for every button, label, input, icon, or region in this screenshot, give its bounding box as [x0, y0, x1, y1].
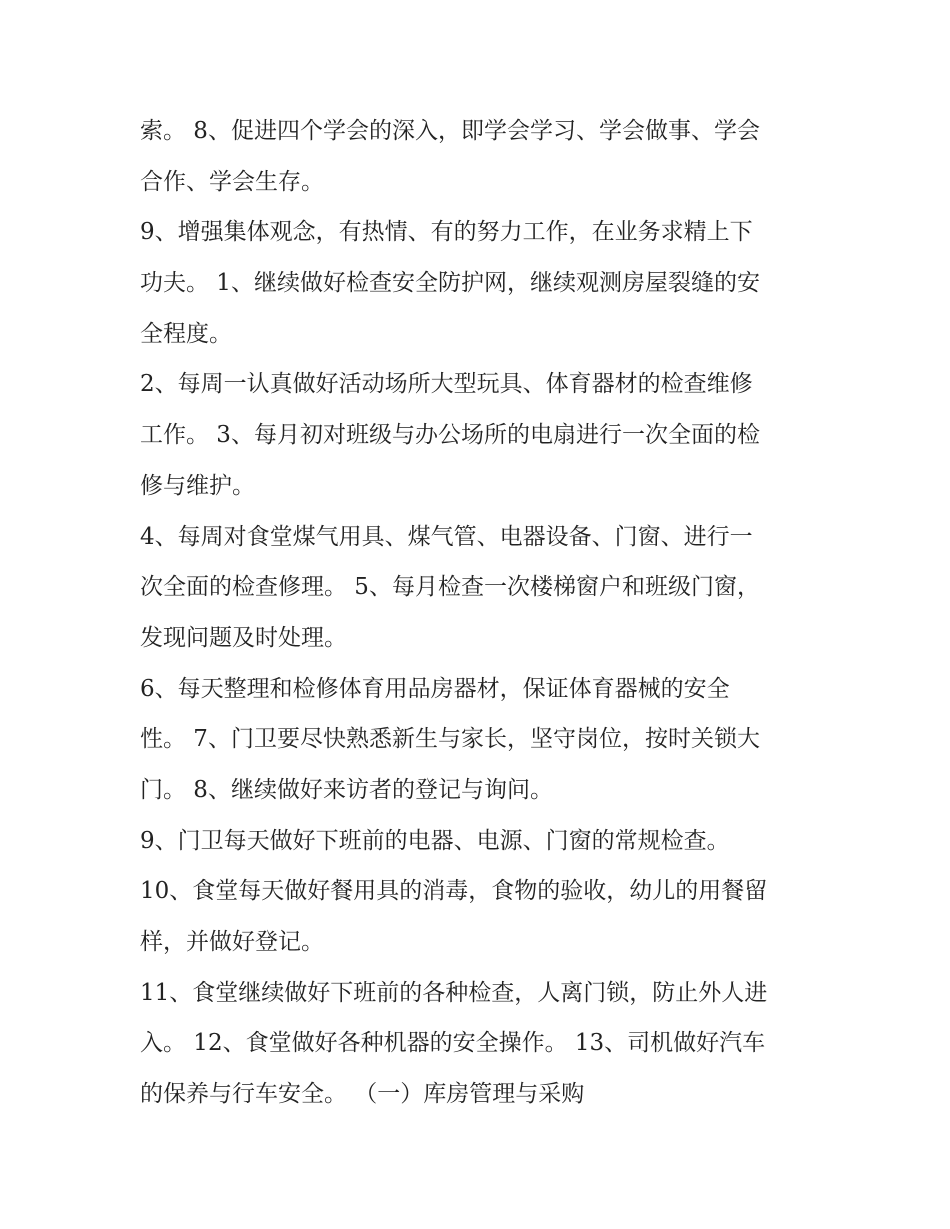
- text-line: 11、食堂继续做好下班前的各种检查，人离门锁，防止外人进: [140, 979, 768, 1006]
- text-line: 性。 7、门卫要尽快熟悉新生与家长，坚守岗位，按时关锁大: [140, 726, 760, 753]
- text-line: 2、每周一认真做好活动场所大型玩具、体育器材的检查维修: [140, 371, 753, 398]
- paragraph: [140, 866, 815, 967]
- text-line: 功夫。 1、继续做好检查安全防护网，继续观测房屋裂缝的安: [140, 270, 760, 297]
- text-line: 索。 8、促进四个学会的深入，即学会学习、学会做事、学会: [140, 118, 760, 144]
- paragraph: [140, 207, 815, 359]
- text-line: 合作、学会生存。: [140, 168, 324, 195]
- text-line: 修与维护。: [140, 472, 255, 499]
- text-line: 入。 12、食堂做好各种机器的安全操作。 13、司机做好汽车: [140, 1030, 766, 1057]
- text-line: 样，并做好登记。: [140, 929, 324, 955]
- text-line: 的保养与行车安全。 （一）库房管理与采购: [140, 1081, 585, 1108]
- text-line: 6、每天整理和检修体育用品房器材，保证体育器械的安全: [140, 675, 730, 702]
- text-line: 门。 8、继续做好来访者的登记与询问。: [140, 776, 553, 803]
- text-line: 次全面的检查修理。 5、每月检查一次楼梯窗户和班级门窗，: [140, 574, 760, 601]
- paragraph: [140, 816, 815, 867]
- text-line: 10、食堂每天做好餐用具的消毒，食物的验收，幼儿的用餐留: [140, 878, 768, 905]
- text-line: 全程度。: [140, 320, 232, 347]
- paragraph: [140, 512, 815, 664]
- text-line: 4、每周对食堂煤气用具、煤气管、电器设备、门窗、进行一: [140, 523, 753, 550]
- paragraph: [140, 664, 815, 816]
- paragraph: [140, 359, 815, 511]
- paragraph: [140, 106, 815, 207]
- text-line: 9、增强集体观念，有热情、有的努力工作，在业务求精上下: [140, 219, 753, 246]
- paragraph: [140, 968, 815, 1120]
- document-body: [140, 106, 815, 1120]
- text-line: 9、门卫每天做好下班前的电器、电源、门窗的常规检查。: [140, 827, 730, 854]
- text-line: 发现问题及时处理。: [140, 624, 347, 651]
- text-line: 工作。 3、每月初对班级与办公场所的电扇进行一次全面的检: [140, 422, 760, 449]
